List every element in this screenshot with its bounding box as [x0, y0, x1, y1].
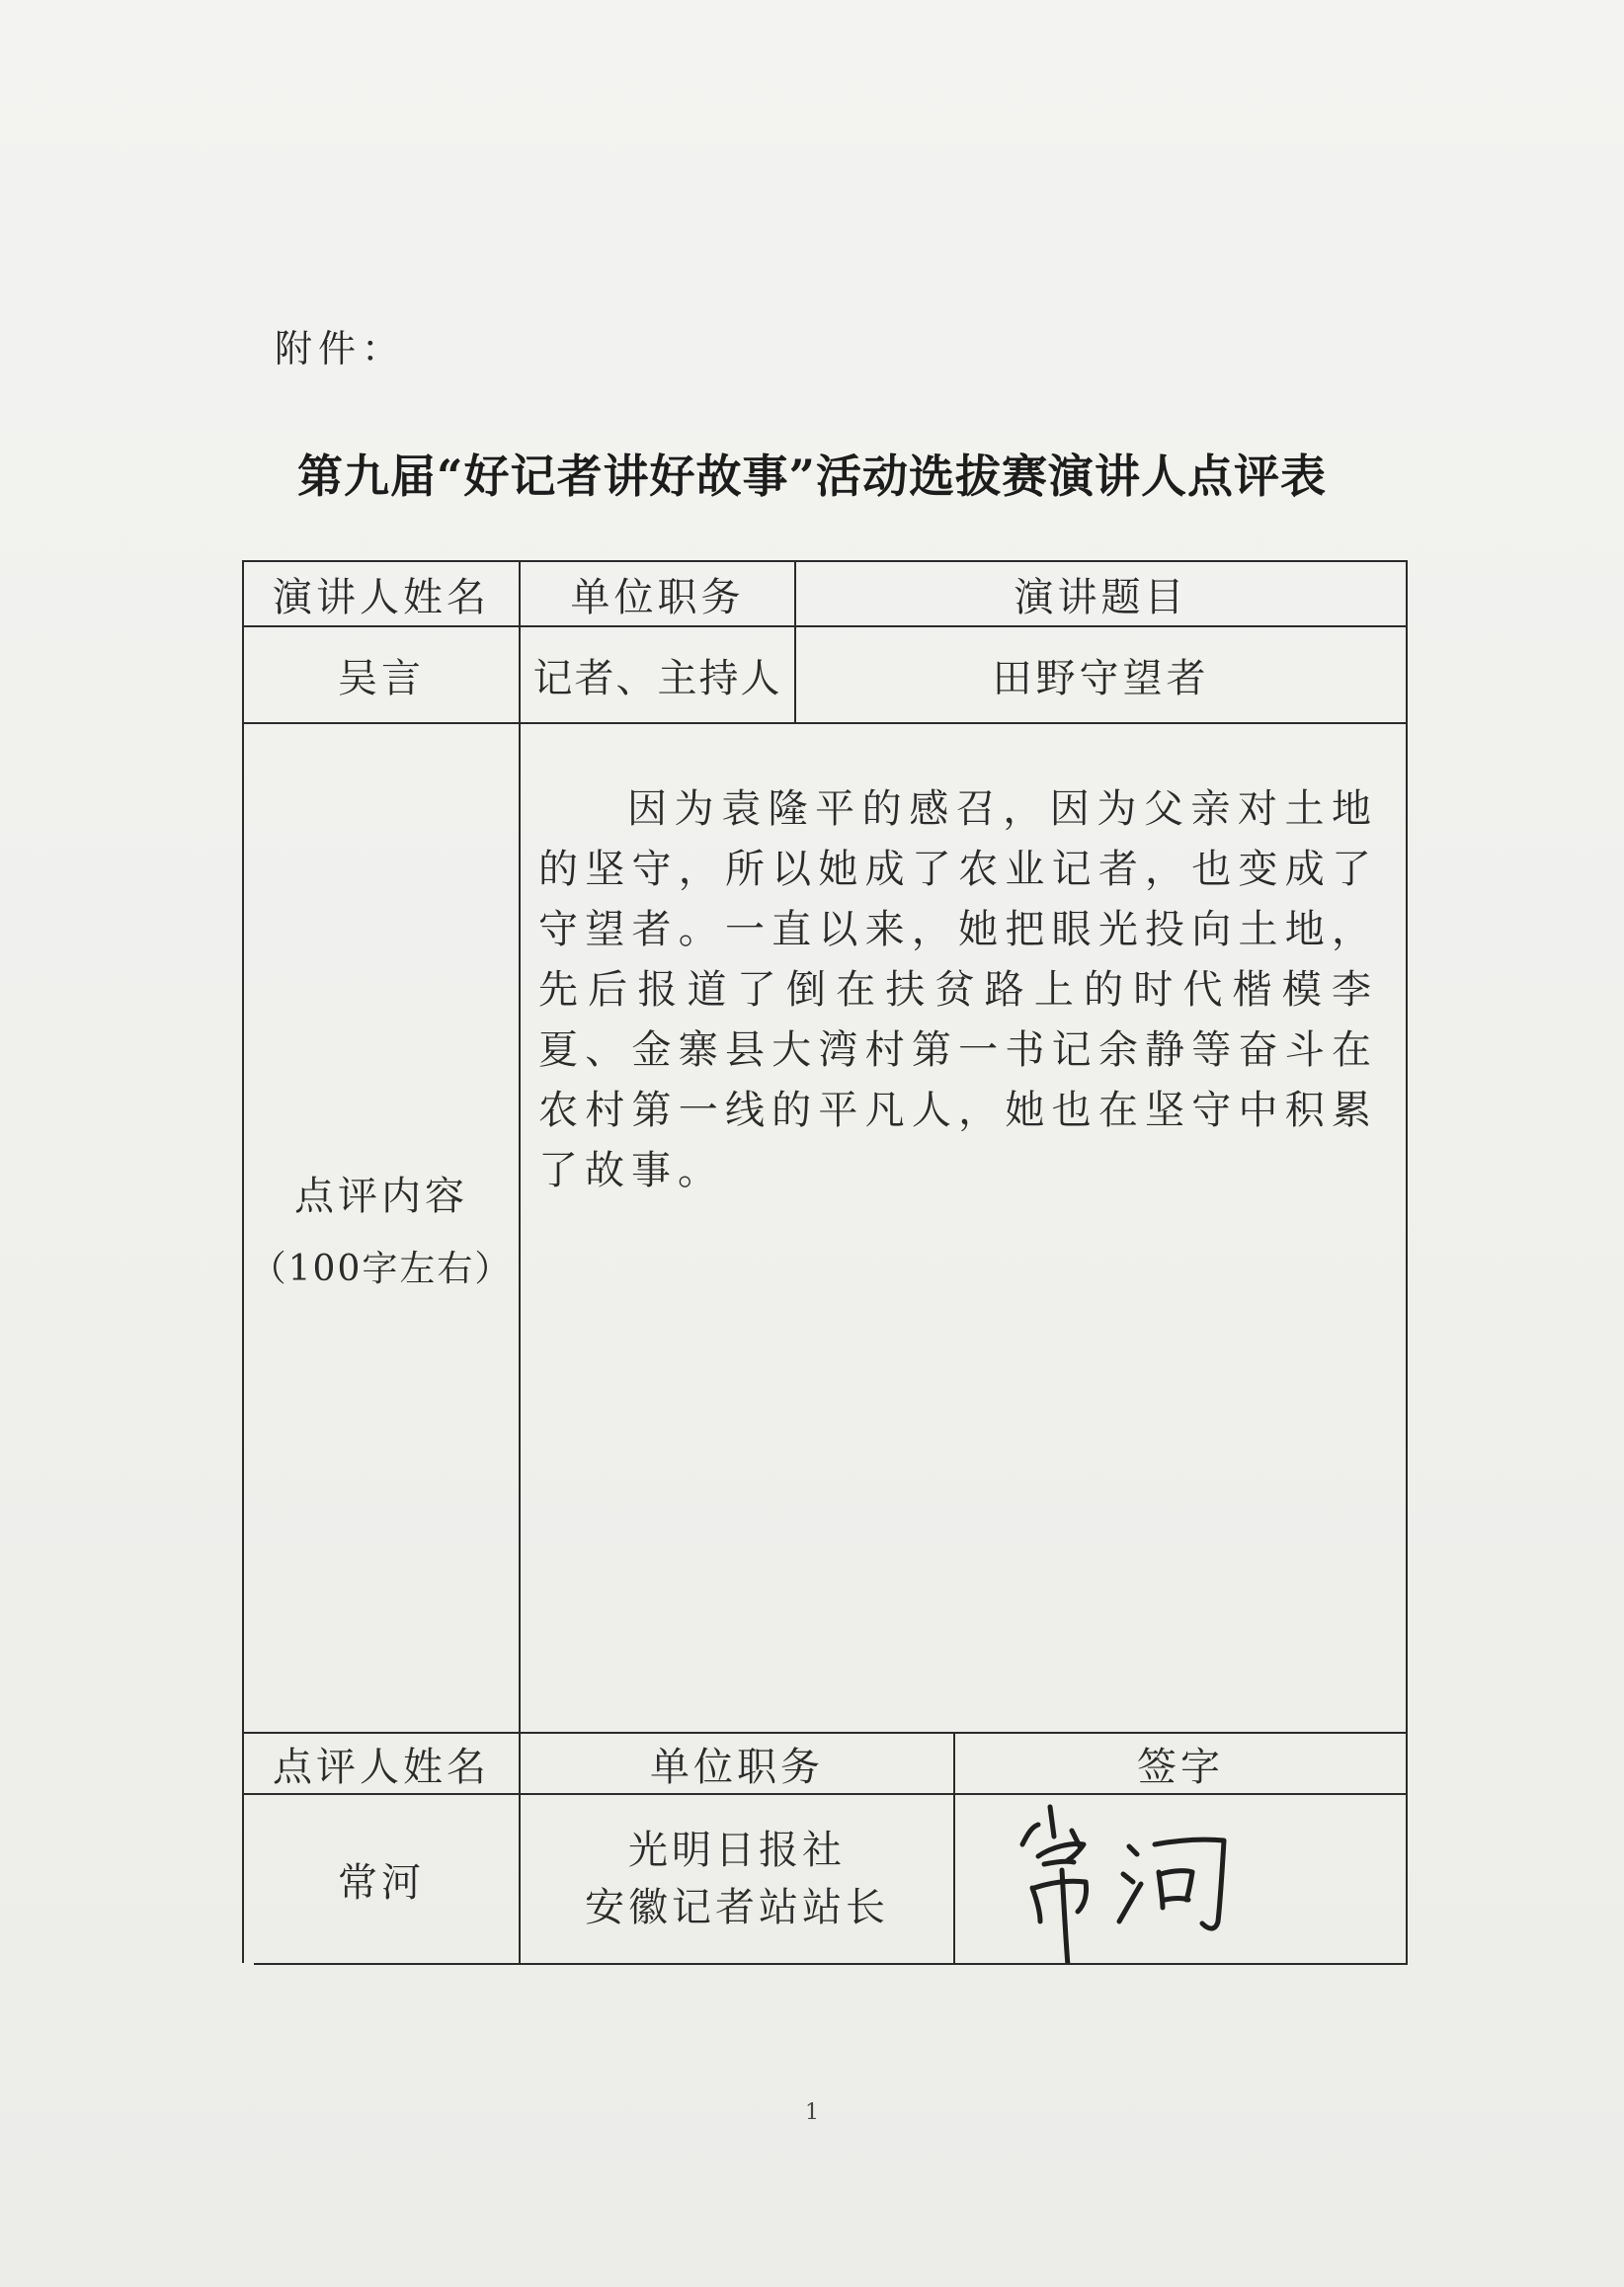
reviewer-name-value: 常河: [338, 1859, 425, 1906]
header-reviewer-unit: 单位职务: [650, 1744, 824, 1790]
reviewer-unit-line-2: 安徽记者站站长: [585, 1885, 889, 1930]
review-form-table: [242, 560, 1408, 1963]
header-signature: 签字: [1137, 1744, 1224, 1790]
comment-label: 点评内容: [294, 1174, 468, 1219]
header-speech-topic: 演讲题目: [1014, 574, 1188, 620]
speaker-name-value: 吴言: [338, 655, 425, 701]
table-border-bottom: [254, 1963, 1408, 1965]
speaker-unit-value: 记者、主持人: [532, 655, 782, 701]
reviewer-unit-line-1: 光明日报社: [628, 1828, 846, 1873]
form-title: 第九届“好记者讲好故事”活动选拔赛演讲人点评表: [297, 449, 1327, 503]
header-reviewer-name: 点评人姓名: [273, 1744, 490, 1790]
header-unit-position: 单位职务: [570, 574, 745, 620]
handwritten-signature: [242, 560, 1408, 1963]
header-speaker-name: 演讲人姓名: [273, 574, 490, 620]
attachment-label: 附件：: [275, 327, 406, 370]
page-number: 1: [805, 2100, 819, 2125]
comment-text: 因为袁隆平的感召，因为父亲对土地的坚守，所以她成了农业记者，也变成了守望者。一直以来，她把眼光投向土地，先后报道了倒在扶贫路上的时代楷模李夏、金寨县大湾村第一书记余静等奋斗在农村第一线的平凡人，她也在坚守中积累了故事。: [538, 786, 1378, 1193]
comment-word-limit: （100字左右）: [250, 1249, 513, 1289]
speech-topic-value: 田野守望者: [992, 655, 1210, 701]
